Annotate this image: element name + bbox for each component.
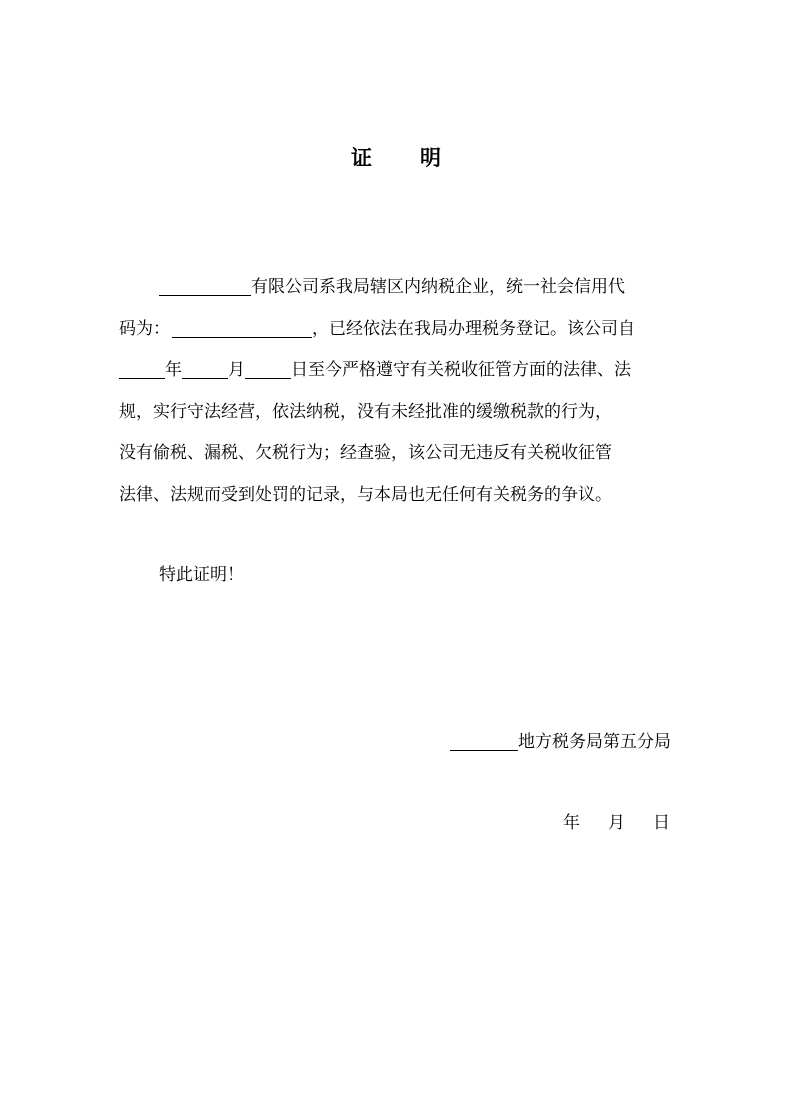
- date-day-label: 日: [653, 813, 670, 833]
- year-label: 年: [165, 360, 182, 380]
- month-label: 月: [228, 360, 245, 380]
- start-day-blank: [245, 360, 291, 379]
- start-month-blank: [182, 360, 228, 379]
- issuer-signature: [450, 727, 671, 757]
- body-line-1-text: 有限公司系我局辖区内纳税企业，统一社会信用代: [251, 277, 625, 297]
- body-line-6: 法律、法规而受到处罚的记录，与本局也无任何有关税务的争议。: [119, 484, 612, 505]
- title-char-2: 明: [420, 145, 441, 170]
- body-line-5: 没有偷税、漏税、欠税行为；经查验，该公司无违反有关税收征管: [119, 443, 612, 463]
- start-year-blank: [119, 360, 165, 379]
- page-title: [0, 143, 792, 173]
- company-name-blank: [159, 277, 251, 296]
- issuer-name: 地方税务局第五分局: [518, 732, 671, 752]
- issue-date: [563, 808, 670, 838]
- body-line-3: [119, 350, 679, 392]
- body-line-2-text: ，已经依法在我局办理税务登记。该公司自: [312, 318, 635, 339]
- certificate-body: [119, 267, 679, 516]
- date-year-label: 年: [563, 813, 580, 833]
- body-line-3-text: 日至今严格遵守有关税收征管方面的法律、法: [291, 360, 631, 380]
- title-char-1: 证: [351, 145, 372, 170]
- body-line-4: 规，实行守法经营，依法纳税，没有未经批准的缓缴税款的行为，: [119, 401, 612, 422]
- body-line-1: [119, 267, 679, 309]
- bureau-name-blank: [450, 732, 518, 751]
- credit-code-blank: [172, 319, 312, 338]
- code-label: 码为：: [119, 318, 170, 339]
- body-line-2: [119, 309, 679, 351]
- date-month-label: 月: [608, 813, 625, 833]
- closing-statement: 特此证明！: [159, 565, 244, 585]
